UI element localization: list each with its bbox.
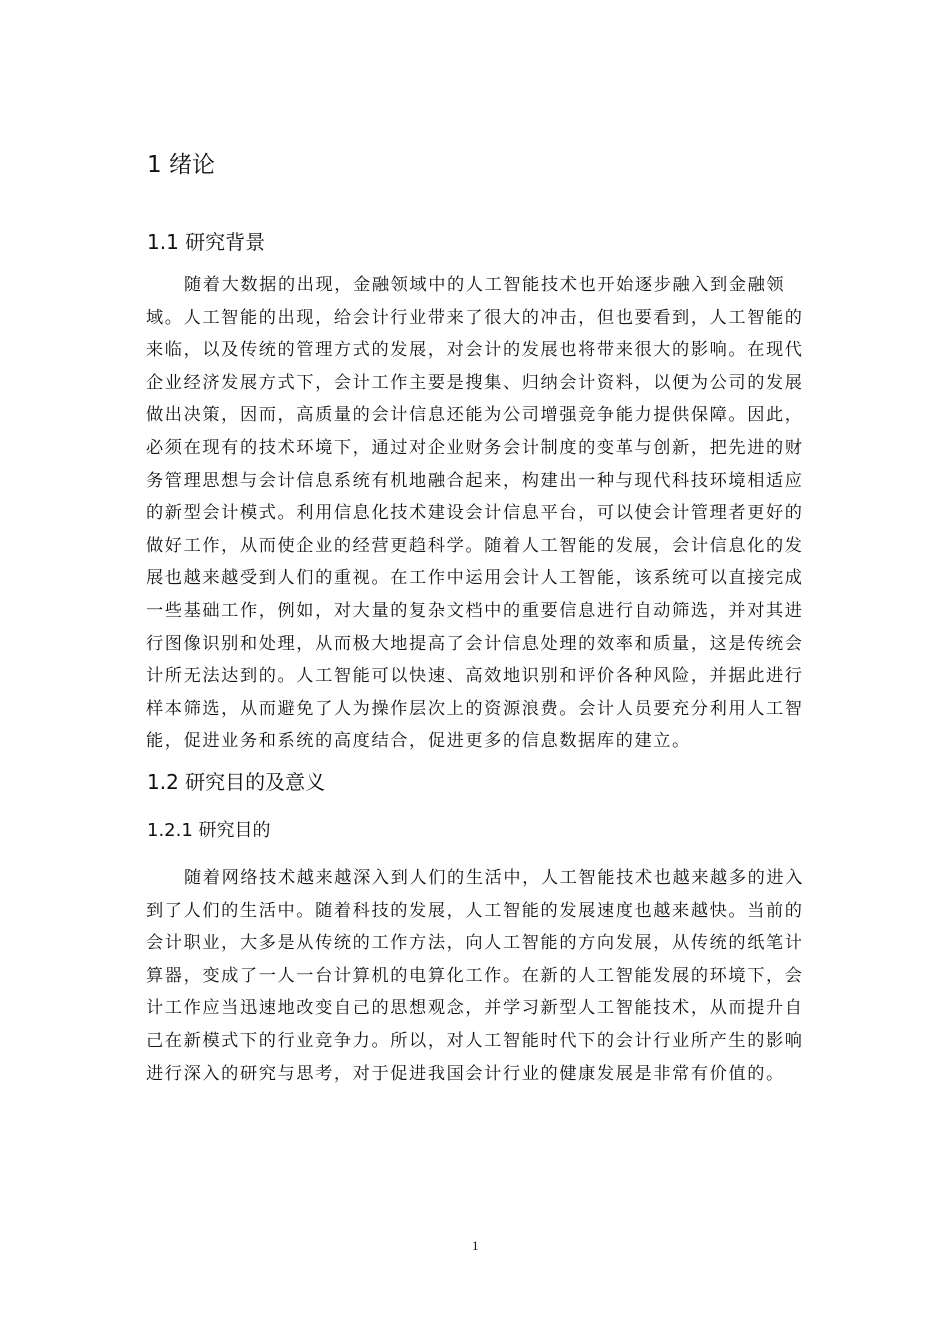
text-line: 计所无法达到的。人工智能可以快速、高效地识别和评价各种风险，并据此进行 [146, 666, 804, 687]
paragraph-research-background [146, 269, 816, 758]
text-line: 己在新模式下的行业竞争力。所以，对人工智能时代下的会计行业所产生的影响 [146, 1030, 804, 1051]
section-heading-1-1: 1.1 研究背景 [147, 230, 266, 254]
text-line: 随着大数据的出现，金融领域中的人工智能技术也开始逐步融入到金融领 [184, 275, 786, 295]
subsection-heading-1-2-1: 1.2.1 研究目的 [147, 820, 271, 841]
text-line: 计工作应当迅速地改变自己的思想观念，并学习新型人工智能技术，从而提升自 [146, 998, 804, 1019]
text-line: 务管理思想与会计信息系统有机地融合起来，构建出一种与现代科技环境相适应 [146, 470, 804, 491]
text-line: 行图像识别和处理，从而极大地提高了会计信息处理的效率和质量，这是传统会 [146, 633, 804, 654]
text-line: 做出决策，因而，高质量的会计信息还能为公司增强竞争能力提供保障。因此， [146, 405, 804, 426]
text-line: 展也越来越受到人们的重视。在工作中运用会计人工智能，该系统可以直接完成 [146, 568, 804, 589]
section-heading-1-2: 1.2 研究目的及意义 [147, 770, 326, 794]
text-line: 做好工作，从而使企业的经营更趋科学。随着人工智能的发展，会计信息化的发 [146, 535, 804, 556]
text-line: 一些基础工作，例如，对大量的复杂文档中的重要信息进行自动筛选，并对其进 [146, 600, 804, 621]
text-line: 算器，变成了一人一台计算机的电算化工作。在新的人工智能发展的环境下，会 [146, 965, 804, 986]
text-line: 必须在现有的技术环境下，通过对企业财务会计制度的变革与创新，把先进的财 [146, 437, 804, 458]
text-line: 能，促进业务和系统的高度结合，促进更多的信息数据库的建立。 [146, 731, 691, 752]
text-line: 随着网络技术越来越深入到人们的生活中，人工智能技术也越来越多的进入 [184, 868, 804, 888]
text-line: 进行深入的研究与思考，对于促进我国会计行业的健康发展是非常有价值的。 [146, 1063, 785, 1084]
paragraph-research-purpose [146, 862, 816, 1090]
text-line: 的新型会计模式。利用信息化技术建设会计信息平台，可以使会计管理者更好的 [146, 503, 804, 524]
text-line: 域。人工智能的出现，给会计行业带来了很大的冲击，但也要看到，人工智能的 [146, 307, 804, 328]
chapter-title: 1 绪论 [147, 152, 215, 178]
page-number: 1 [472, 1238, 479, 1253]
text-line: 到了人们的生活中。随着科技的发展，人工智能的发展速度也越来越快。当前的 [146, 900, 804, 921]
text-line: 来临，以及传统的管理方式的发展，对会计的发展也将带来很大的影响。在现代 [146, 340, 804, 361]
text-line: 会计职业，大多是从传统的工作方法，向人工智能的方向发展，从传统的纸笔计 [146, 933, 804, 954]
text-line: 样本筛选，从而避免了人为操作层次上的资源浪费。会计人员要充分利用人工智 [146, 698, 804, 719]
text-line: 企业经济发展方式下，会计工作主要是搜集、归纳会计资料，以便为公司的发展 [146, 372, 804, 393]
